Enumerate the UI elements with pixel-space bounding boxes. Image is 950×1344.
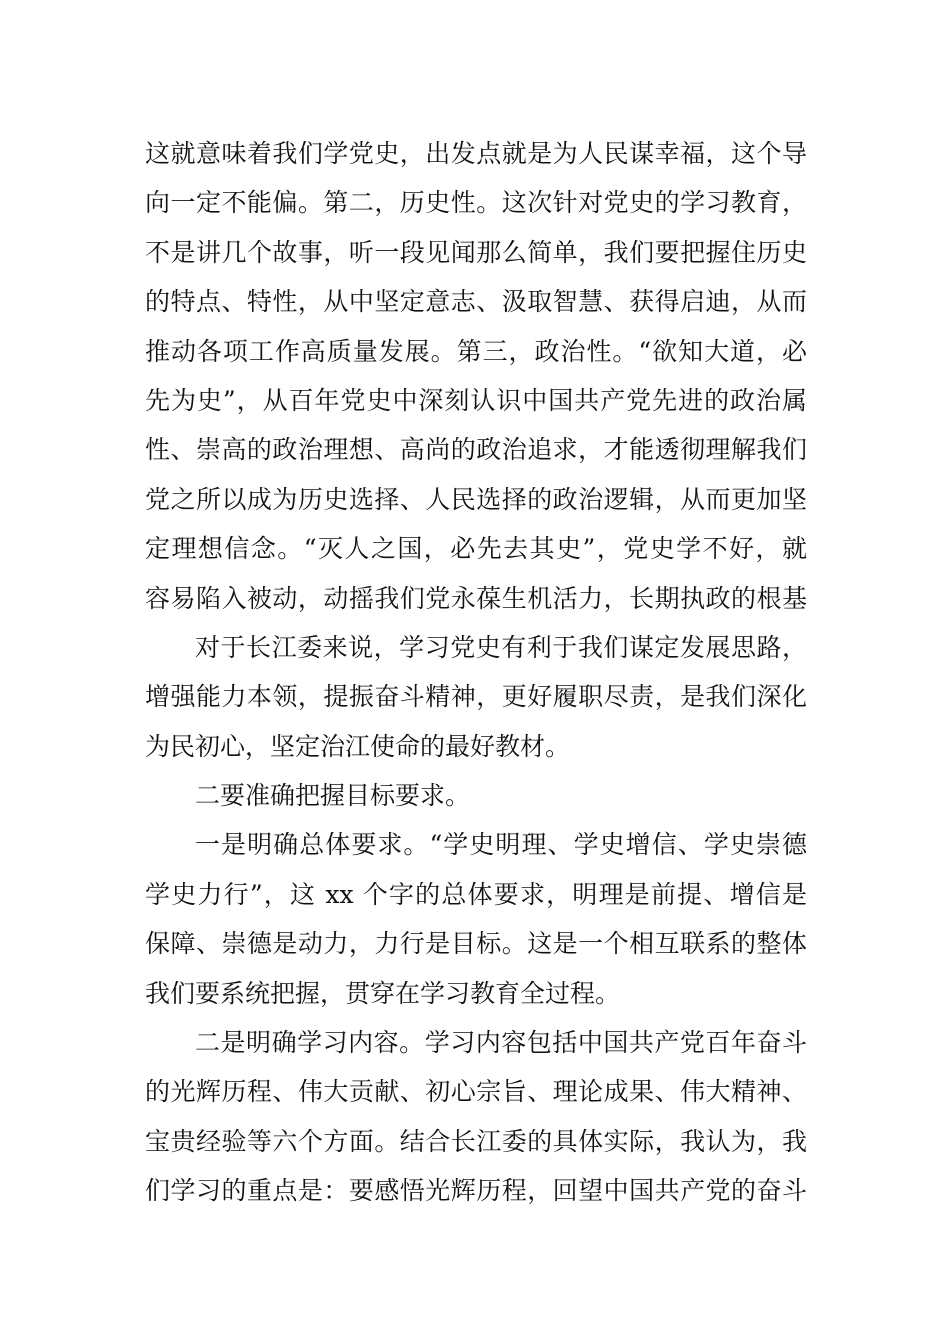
text-line: 推动各项工作高质量发展。第三，政治性。“欲知大道，必 <box>145 336 807 366</box>
text-line: 们学习的重点是：要感悟光辉历程，回望中国共产党的奋斗 <box>145 1176 807 1206</box>
text-line: 宝贵经验等六个方面。结合长江委的具体实际，我认为，我 <box>145 1126 807 1156</box>
text-line: 增强能力本领，提振奋斗精神，更好履职尽责，是我们深化 <box>145 682 807 712</box>
text-line: 的光辉历程、伟大贡献、初心宗旨、理论成果、伟大精神、 <box>145 1077 807 1107</box>
text-line: 定理想信念。“灭人之国，必先去其史”，党史学不好，就 <box>145 534 807 564</box>
text-line: 的特点、特性，从中坚定意志、汲取智慧、获得启迪，从而 <box>145 287 807 317</box>
text-line: 向一定不能偏。第二，历史性。这次针对党史的学习教育， <box>145 188 807 218</box>
text-line: 为民初心，坚定治江使命的最好教材。 <box>145 731 571 761</box>
document-body <box>145 129 807 1216</box>
text-line: 容易陷入被动，动摇我们党永葆生机活力，长期执政的根基 <box>145 583 807 613</box>
text-line: 党之所以成为历史选择、人民选择的政治逻辑，从而更加坚 <box>145 484 807 514</box>
text-line: 二是明确学习内容。学习内容包括中国共产党百年奋斗 <box>195 1028 807 1058</box>
text-line: 对于长江委来说，学习党史有利于我们谋定发展思路， <box>195 632 807 662</box>
text-line: 性、崇高的政治理想、高尚的政治追求，才能透彻理解我们 <box>145 435 807 465</box>
text-line: 不是讲几个故事，听一段见闻那么简单，我们要把握住历史 <box>145 237 807 267</box>
text-line: 先为史”，从百年党史中深刻认识中国共产党先进的政治属 <box>145 385 807 415</box>
text-line: 学史力行”，这 xx 个字的总体要求，明理是前提、增信是 <box>145 879 807 909</box>
text-line: 我们要系统把握，贯穿在学习教育全过程。 <box>145 978 621 1008</box>
text-line: 一是明确总体要求。“学史明理、学史增信、学史崇德 <box>195 830 807 860</box>
text-line: 二要准确把握目标要求。 <box>195 781 471 811</box>
text-line: 这就意味着我们学党史，出发点就是为人民谋幸福，这个导 <box>145 139 807 168</box>
text-line: 保障、崇德是动力，力行是目标。这是一个相互联系的整体 <box>145 929 807 959</box>
